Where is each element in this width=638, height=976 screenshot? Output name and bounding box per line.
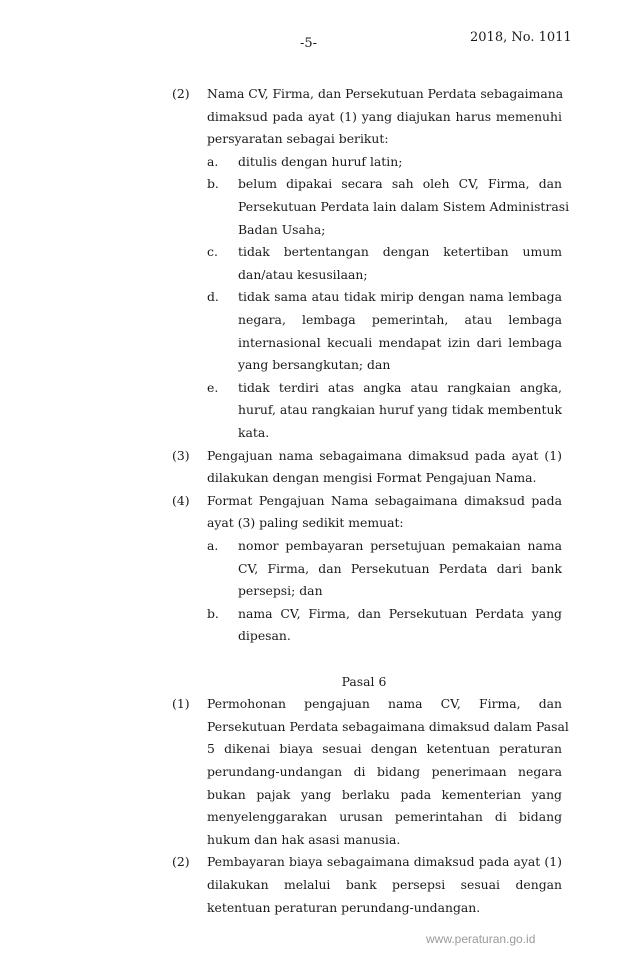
list-letter: a. [207,153,219,169]
text-line: dilakukan melalui bank persepsi sesuai dengan [207,877,562,892]
text-line: Persekutuan Perdata lain dalam Sistem Administrasi [238,199,570,214]
text-line: Badan Usaha; [238,221,326,237]
text-line: CV, Firma, dan Persekutuan Perdata dari bank [238,560,562,576]
text-line: internasional kecuali mendapat izin dari lembaga [238,334,562,350]
footer-url[interactable]: www.peraturan.go.id [426,932,536,946]
text-line: Pengajuan nama sebagaimana dimaksud pada ayat (1) [207,447,562,463]
text-line: hukum dan hak asasi manusia. [207,831,401,847]
paragraph-number: (3) [172,447,190,463]
text-line: dilakukan dengan mengisi Format Pengajuan Nama. [207,470,537,486]
text-line: ketentuan peraturan perundang-undangan. [207,899,481,915]
text-line: Pembayaran biaya sebagaimana dimaksud pada ayat (1) [207,854,562,870]
text-line: tidak terdiri atas angka atau rangkaian angka, [238,379,562,395]
text-line: Format Pengajuan Nama sebagaimana dimaksud pada [207,492,562,508]
text-line: 5 dikenai biaya sesuai dengan ketentuan peraturan [207,741,562,757]
text-line: Permohonan pengajuan nama CV, Firma, dan [207,696,562,712]
text-line: dan/atau kesusilaan; [238,266,368,282]
text-line: ditulis dengan huruf latin; [238,153,403,169]
text-line: dimaksud pada ayat (1) yang diajukan harus memenuhi [207,108,562,124]
text-line: persepsi; dan [238,583,323,599]
gazette-reference: 2018, No. 1011 [470,30,572,45]
text-line: nama CV, Firma, dan Persekutuan Perdata yang [238,605,562,621]
text-line: perundang-undangan di bidang penerimaan negara [207,764,562,779]
list-letter: b. [207,176,219,192]
text-line: tidak bertentangan dengan ketertiban umum [238,244,562,260]
text-line: ayat (3) paling sedikit memuat: [207,515,404,531]
paragraph-number: (2) [172,86,190,101]
text-line: menyelenggarakan urusan pemerintahan di bidang [207,809,562,825]
text-line: belum dipakai secara sah oleh CV, Firma, dan [238,176,562,192]
text-line: persyaratan sebagai berikut: [207,131,389,147]
text-line: tidak sama atau tidak mirip dengan nama lembaga [238,289,562,305]
paragraph-number: (1) [172,696,190,712]
paragraph-number: (4) [172,492,190,508]
text-line: dipesan. [238,628,291,644]
list-letter: b. [207,605,219,621]
paragraph-number: (2) [172,854,190,870]
page-number: -5- [300,36,318,51]
list-letter: c. [207,244,218,260]
article-heading: Pasal 6 [341,673,387,689]
text-line: kata. [238,425,270,440]
text-line: Persekutuan Perdata sebagaimana dimaksud dalam Pasal [207,718,569,734]
text-line: bukan pajak yang berlaku pada kementerian yang [207,786,562,802]
text-line: nomor pembayaran persetujuan pemakaian nama [238,538,562,553]
list-letter: e. [207,379,219,395]
list-letter: a. [207,538,219,553]
text-line: Nama CV, Firma, dan Persekutuan Perdata sebagaimana [207,86,564,101]
text-line: yang bersangkutan; dan [238,357,391,373]
text-line: negara, lembaga pemerintah, atau lembaga [238,312,562,327]
list-letter: d. [207,289,219,305]
text-line: huruf, atau rangkaian huruf yang tidak membentuk [238,402,562,418]
